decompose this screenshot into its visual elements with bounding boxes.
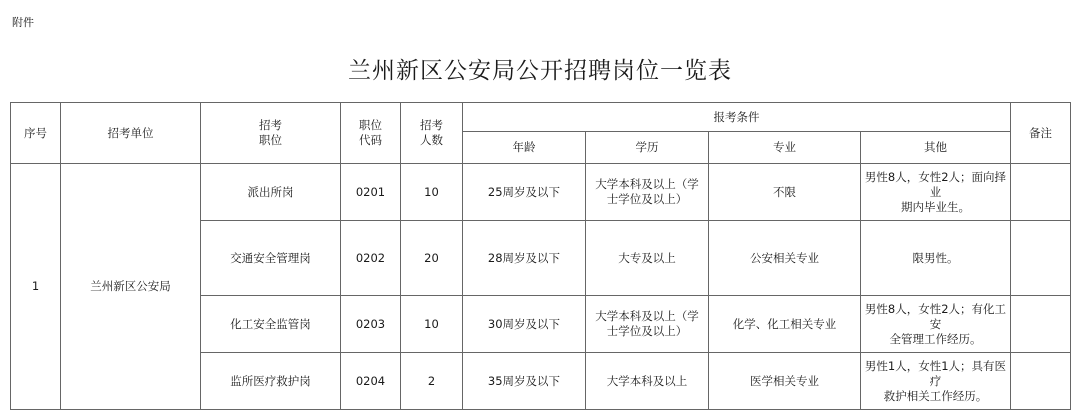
positions-table bbox=[10, 102, 1071, 410]
header-position: 招考 职位 bbox=[201, 103, 341, 164]
age-cell: 28周岁及以下 bbox=[463, 221, 586, 296]
remark-cell bbox=[1011, 221, 1071, 296]
count-cell: 10 bbox=[401, 296, 463, 353]
major-cell: 化学、化工相关专业 bbox=[709, 296, 861, 353]
code-cell: 0204 bbox=[341, 353, 401, 410]
other-cell: 限男性。 bbox=[861, 221, 1011, 296]
position-cell: 交通安全管理岗 bbox=[201, 221, 341, 296]
education-cell: 大学本科及以上 bbox=[586, 353, 709, 410]
position-cell: 监所医疗救护岗 bbox=[201, 353, 341, 410]
unit-cell: 兰州新区公安局 bbox=[61, 164, 201, 410]
seq-cell: 1 bbox=[11, 164, 61, 410]
education-cell: 大学本科及以上（学 士学位及以上） bbox=[586, 164, 709, 221]
remark-cell bbox=[1011, 353, 1071, 410]
position-cell: 派出所岗 bbox=[201, 164, 341, 221]
attachment-label: 附件 bbox=[12, 16, 34, 29]
major-cell: 医学相关专业 bbox=[709, 353, 861, 410]
header-conditions: 报考条件 bbox=[463, 103, 1011, 132]
age-cell: 35周岁及以下 bbox=[463, 353, 586, 410]
major-cell: 不限 bbox=[709, 164, 861, 221]
header-row-1 bbox=[11, 103, 1071, 132]
other-cell: 男性8人，女性2人；有化工安 全管理工作经历。 bbox=[861, 296, 1011, 353]
remark-cell bbox=[1011, 296, 1071, 353]
count-cell: 10 bbox=[401, 164, 463, 221]
header-code: 职位 代码 bbox=[341, 103, 401, 164]
education-cell: 大专及以上 bbox=[586, 221, 709, 296]
education-cell: 大学本科及以上（学 士学位及以上） bbox=[586, 296, 709, 353]
header-age: 年龄 bbox=[463, 132, 586, 164]
page-title: 兰州新区公安局公开招聘岗位一览表 bbox=[348, 58, 732, 84]
header-major: 专业 bbox=[709, 132, 861, 164]
position-cell: 化工安全监管岗 bbox=[201, 296, 341, 353]
header-remark: 备注 bbox=[1011, 103, 1071, 164]
header-other: 其他 bbox=[861, 132, 1011, 164]
major-cell: 公安相关专业 bbox=[709, 221, 861, 296]
age-cell: 30周岁及以下 bbox=[463, 296, 586, 353]
remark-cell bbox=[1011, 164, 1071, 221]
code-cell: 0203 bbox=[341, 296, 401, 353]
code-cell: 0202 bbox=[341, 221, 401, 296]
other-cell: 男性8人，女性2人；面向择业 期内毕业生。 bbox=[861, 164, 1011, 221]
count-cell: 20 bbox=[401, 221, 463, 296]
table-row bbox=[11, 164, 1071, 221]
count-cell: 2 bbox=[401, 353, 463, 410]
age-cell: 25周岁及以下 bbox=[463, 164, 586, 221]
header-count: 招考 人数 bbox=[401, 103, 463, 164]
code-cell: 0201 bbox=[341, 164, 401, 221]
other-cell: 男性1人，女性1人；具有医疗 救护相关工作经历。 bbox=[861, 353, 1011, 410]
header-unit: 招考单位 bbox=[61, 103, 201, 164]
header-education: 学历 bbox=[586, 132, 709, 164]
header-seq: 序号 bbox=[11, 103, 61, 164]
